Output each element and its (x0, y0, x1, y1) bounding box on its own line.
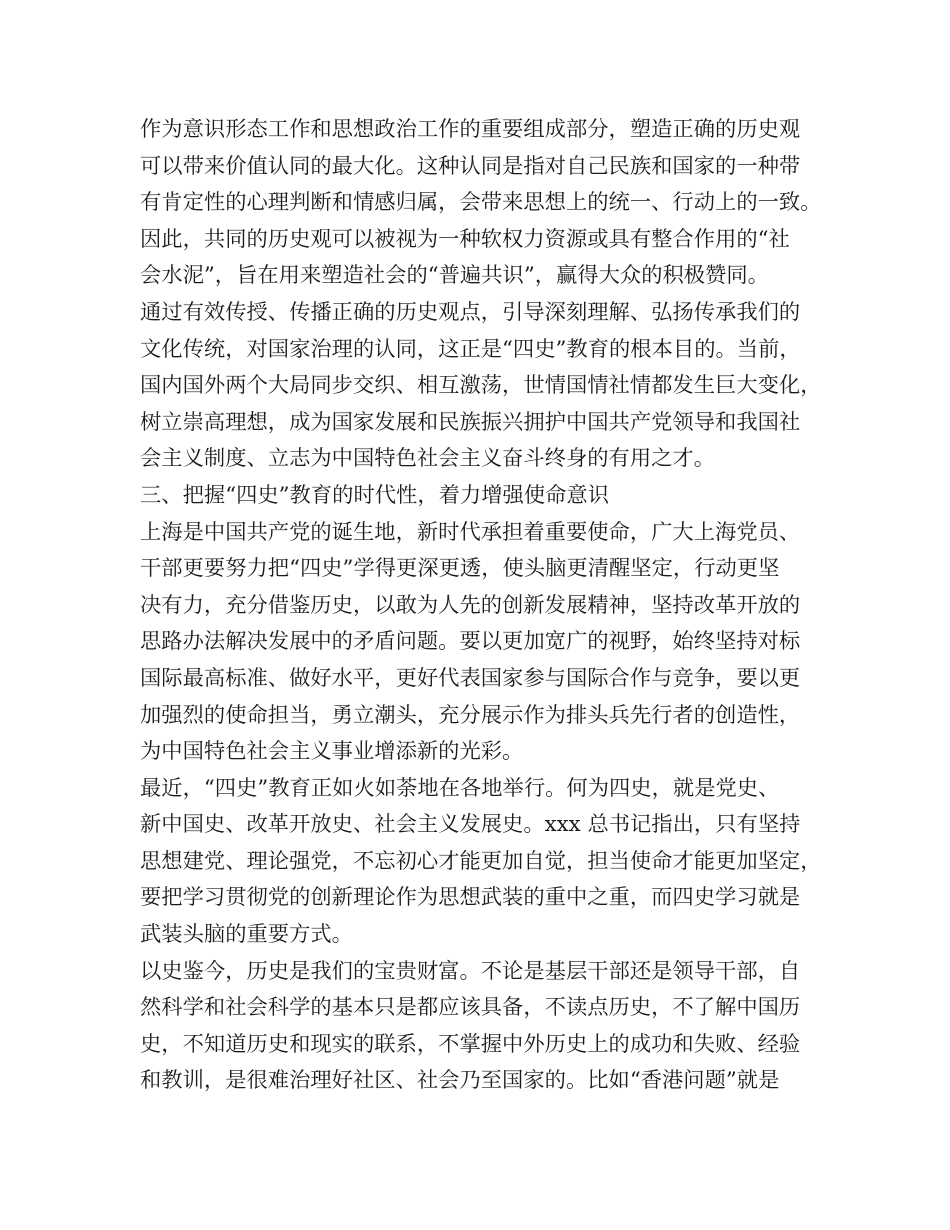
text-line: 然科学和社会科学的基本只是都应该具备，不读点历史，不了解中国历 (140, 995, 801, 1021)
text-line: 决有力，充分借鉴历史，以敢为人先的创新发展精神，坚持改革开放的 (140, 592, 801, 618)
text-line: 会水泥”，旨在用来塑造社会的“普遍共识”，赢得大众的积极赞同。 (140, 263, 769, 289)
text-line: 国内国外两个大局同步交织、相互激荡，世情国情社情都发生巨大变化， (140, 373, 822, 399)
text-line: 史，不知道历史和现实的联系，不掌握中外历史上的成功和失败、经验 (140, 1031, 801, 1057)
text-line: 要把学习贯彻党的创新理论作为思想武装的重中之重，而四史学习就是 (140, 885, 801, 911)
text-line: 思路办法解决发展中的矛盾问题。要以更加宽广的视野，始终坚持对标 (140, 629, 801, 655)
text-line: 文化传统，对国家治理的认同，这正是“四史”教育的根本目的。当前， (140, 336, 801, 362)
text-line: 因此，共同的历史观可以被视为一种软权力资源或具有整合作用的“社 (140, 226, 790, 252)
text-line: 上海是中国共产党的诞生地，新时代承担着重要使命，广大上海党员、 (140, 519, 801, 545)
text-line: 通过有效传授、传播正确的历史观点，引导深刻理解、弘扬传承我们的 (140, 299, 801, 325)
text-line: 可以带来价值认同的最大化。这种认同是指对自己民族和国家的一种带 (140, 153, 801, 179)
text-line: 思想建党、理论强党，不忘初心才能更加自觉，担当使命才能更加坚定， (140, 848, 822, 874)
text-line: 会主义制度、立志为中国特色社会主义奋斗终身的有用之才。 (140, 446, 716, 472)
section-heading: 三、把握“四史”教育的时代性，着力增强使命意识 (140, 482, 610, 508)
text-line: 国际最高标准、做好水平，更好代表国家参与国际合作与竞争，要以更 (140, 665, 801, 691)
text-line: 以史鉴今，历史是我们的宝贵财富。不论是基层干部还是领导干部，自 (140, 958, 801, 984)
text-line: 作为意识形态工作和思想政治工作的重要组成部分，塑造正确的历史观 (140, 117, 801, 142)
text-line: 为中国特色社会主义事业增添新的光彩。 (140, 739, 524, 765)
text-line: 和教训，是很难治理好社区、社会乃至国家的。比如“香港问题”就是 (140, 1068, 780, 1094)
text-line: 干部更要努力把“四史”学得更深更透，使头脑更清醒坚定，行动更坚 (140, 556, 780, 582)
text-line: 加强烈的使命担当，勇立潮头，充分展示作为排头兵先行者的创造性， (140, 702, 801, 728)
text-line: 新中国史、改革开放史、社会主义发展史。xxx 总书记指出，只有坚持 (140, 812, 801, 838)
document-body (140, 112, 840, 1100)
text-line: 树立崇高理想，成为国家发展和民族振兴拥护中国共产党领导和我国社 (140, 409, 801, 435)
text-line: 武装头脑的重要方式。 (140, 922, 353, 948)
text-line: 有肯定性的心理判断和情感归属，会带来思想上的统一、行动上的一致。 (140, 190, 822, 216)
text-line: 最近，“四史”教育正如火如荼地在各地举行。何为四史，就是党史、 (140, 775, 780, 801)
